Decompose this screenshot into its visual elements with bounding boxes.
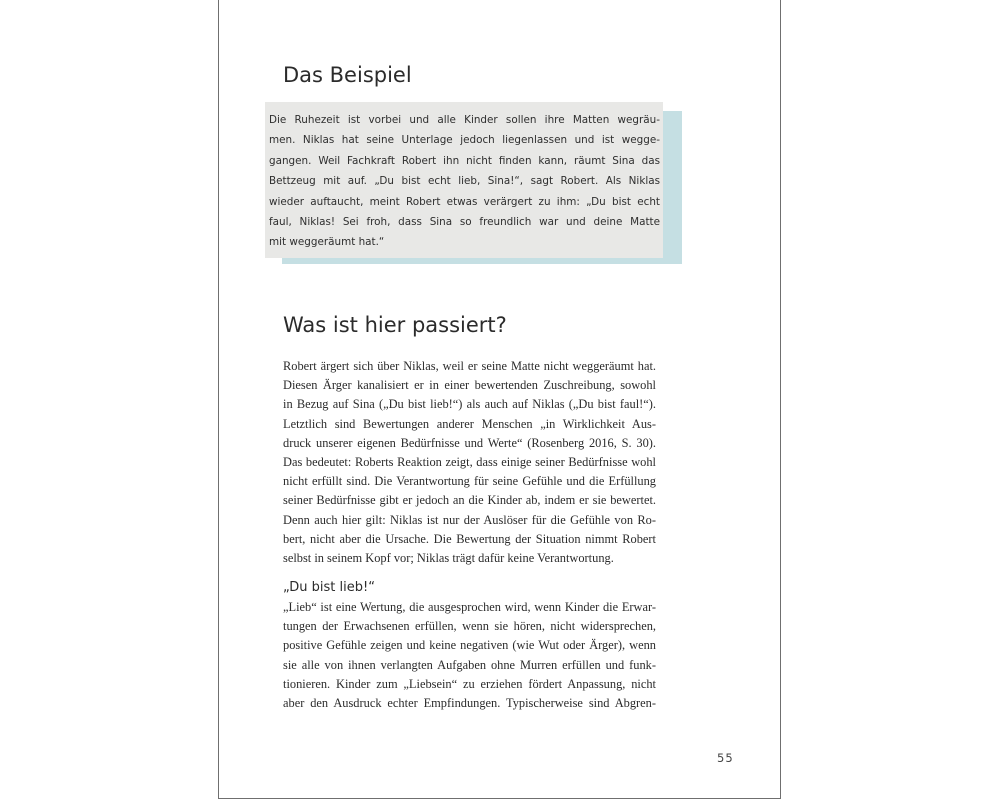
sub-line: aber den Ausdruck echter Empfindungen. Typischerweise sind Abgren- bbox=[283, 696, 656, 711]
example-line: Die Ruhezeit ist vorbei und alle Kinder sollen ihre Matten wegräu- bbox=[269, 114, 660, 126]
section-heading-what-happened: Was ist hier passiert? bbox=[283, 313, 507, 337]
body-line: nicht erfüllt sind. Die Verantwortung für seine Gefühle und die Erfüllung bbox=[283, 474, 656, 489]
body-line: Robert ärgert sich über Niklas, weil er seine Matte nicht weggeräumt hat. bbox=[283, 359, 656, 373]
sub-line: tungen der Erwachsenen erfüllen, wenn sie hören, nicht widersprechen, bbox=[283, 619, 656, 634]
example-line: faul, Niklas! Sei froh, dass Sina so freundlich war und deine Matte bbox=[269, 216, 660, 229]
sub-line: „Lieb“ ist eine Wertung, die ausgesprochen wird, wenn Kinder die Erwar- bbox=[283, 600, 656, 614]
example-line: gangen. Weil Fachkraft Robert ihn nicht finden kann, räumt Sina das bbox=[269, 154, 660, 167]
body-paragraph bbox=[283, 357, 656, 568]
sub-line: tionieren. Kinder zum „Liebsein“ zu erziehen fördert Anpassung, nicht bbox=[283, 676, 656, 691]
example-line: wieder auftaucht, meint Robert etwas verärgert zu ihm: „Du bist echt bbox=[269, 195, 660, 208]
body-line: Letztlich sind Bewertungen anderer Menschen „in Wirklichkeit Aus- bbox=[283, 416, 656, 431]
example-line: Bettzeug mit auf. „Du bist echt lieb, Sina!“, sagt Robert. Als Niklas bbox=[269, 175, 660, 188]
sub-line: sie alle von ihnen verlangten Aufgaben ohne Murren erfüllen und funk- bbox=[283, 657, 656, 672]
section-heading-example: Das Beispiel bbox=[283, 63, 412, 87]
example-box bbox=[265, 102, 663, 258]
body-line: selbst in seinem Kopf vor; Niklas trägt dafür keine Verantwortung. bbox=[283, 551, 614, 566]
body-line: bert, nicht aber die Ursache. Die Bewertung der Situation nimmt Robert bbox=[283, 531, 656, 546]
subheading-du-bist-lieb: „Du bist lieb!“ bbox=[283, 580, 375, 595]
body-line: Diesen Ärger kanalisiert er in einer bewertenden Zuschreibung, sowohl bbox=[283, 378, 656, 393]
body-line: Denn auch hier gilt: Niklas ist nur der Auslöser für die Gefühle von Ro- bbox=[283, 512, 656, 527]
sub-line: positive Gefühle zeigen und keine negativen (wie Wut oder Ärger), wenn bbox=[283, 638, 656, 653]
body-line: druck unserer eigenen Bedürfnisse und Werte“ (Rosenberg 2016, S. 30). bbox=[283, 435, 656, 450]
example-line: men. Niklas hat seine Unterlage jedoch liegenlassen und ist wegge- bbox=[269, 134, 660, 147]
body-line: Das bedeutet: Roberts Reaktion zeigt, dass einige seiner Bedürfnisse wohl bbox=[283, 455, 656, 470]
sub-paragraph bbox=[283, 598, 656, 713]
body-line: seiner Bedürfnisse gibt er jedoch an die Kinder ab, indem er sie bewertet. bbox=[283, 493, 656, 508]
body-line: in Bezug auf Sina („Du bist lieb!“) als auch auf Niklas („Du bist faul!“). bbox=[283, 397, 656, 412]
page-number: 55 bbox=[717, 751, 734, 765]
example-line: mit weggeräumt hat.“ bbox=[269, 236, 385, 249]
example-text bbox=[269, 110, 660, 253]
